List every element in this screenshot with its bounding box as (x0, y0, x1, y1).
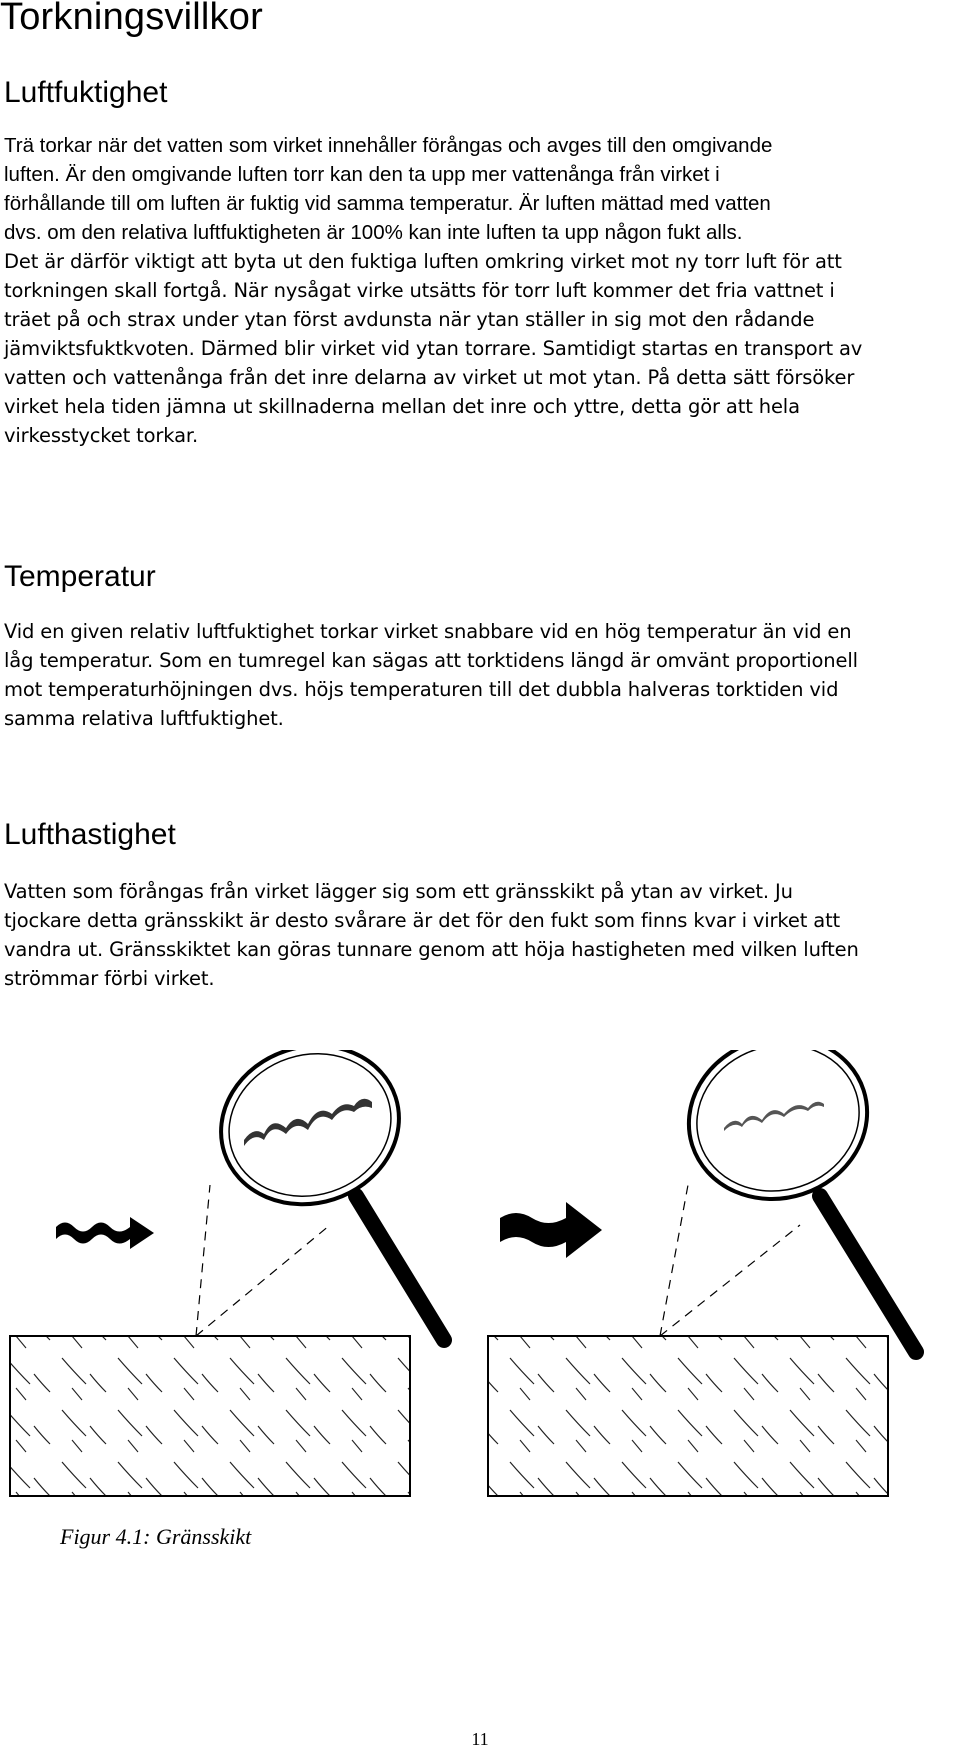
paragraph-luftfuktighet-1 (4, 131, 956, 247)
text-line: Trä torkar när det vatten som virket innehåller förångas och avges till den omgivande (4, 134, 773, 157)
heading-temperatur: Temperatur (4, 560, 156, 593)
heading-luftfuktighet: Luftfuktighet (4, 76, 168, 109)
text-line: vatten och vattenånga från det inre delarna av virket ut mot ytan. På detta sätt försöker (4, 366, 855, 389)
panel-thin-arrow (10, 1050, 444, 1496)
text-line: strömmar förbi virket. (4, 967, 215, 990)
boundary-layer-figure (0, 1050, 960, 1520)
text-line: dvs. om den relativa luftfuktigheten är 100% kan inte luften ta upp någon fukt alls. (4, 221, 743, 244)
panel-thick-arrow (488, 1050, 916, 1496)
air-flow-arrow-icon (500, 1202, 602, 1258)
page-number: 11 (471, 1729, 489, 1749)
text-line: samma relativa luftfuktighet. (4, 707, 284, 730)
text-line: förhållande till om luften är fuktig vid samma temperatur. Är luften mättad med vatten (4, 192, 771, 215)
wood-block (10, 1336, 410, 1496)
text-line: mot temperaturhöjningen dvs. höjs temperaturen till det dubbla halveras torktiden vid (4, 678, 839, 701)
text-line: låg temperatur. Som en tumregel kan sägas att torktidens längd är omvänt proportionell (4, 649, 858, 672)
projection-lines (660, 1185, 800, 1336)
magnifier-handle (356, 1196, 444, 1340)
paragraph-lufthastighet (4, 877, 956, 993)
text-line: torkningen skall fortgå. När nysågat virke utsätts för torr luft kommer det fria vattnet i (4, 279, 835, 302)
text-line: virkesstycket torkar. (4, 424, 199, 447)
text-line: träet på och strax under ytan först avdunsta när ytan ställer in sig mot den rådande (4, 308, 815, 331)
text-line: Vatten som förångas från virket lägger sig som ett gränsskikt på ytan av virket. Ju (4, 880, 793, 903)
paragraph-luftfuktighet-2 (4, 247, 956, 450)
text-line: jämviktsfuktkvoten. Därmed blir virket vid ytan torrare. Samtidigt startas en transport av (4, 337, 863, 360)
text-line: tjockare detta gränsskikt är desto svårare är det för den fukt som finns kvar i virket att (4, 909, 841, 932)
page-title: Torkningsvillkor (0, 0, 263, 38)
magnifier-lens (200, 1050, 419, 1227)
text-line: luften. Är den omgivande luften torr kan den ta upp mer vattenånga från virket i (4, 163, 720, 186)
wood-block (488, 1336, 888, 1496)
text-line: vandra ut. Gränsskiktet kan göras tunnare genom att höja hastigheten med vilken luften (4, 938, 859, 961)
heading-lufthastighet: Lufthastighet (4, 818, 176, 851)
paragraph-temperatur (4, 617, 956, 733)
text-line: virket hela tiden jämna ut skillnaderna mellan det inre och yttre, detta gör att hela (4, 395, 800, 418)
figure-caption: Figur 4.1: Gränsskikt (60, 1524, 252, 1549)
text-line: Vid en given relativ luftfuktighet torkar virket snabbare vid en hög temperatur än vid en (4, 620, 852, 643)
magnifier-handle (820, 1196, 916, 1352)
air-flow-arrow-icon (56, 1217, 154, 1249)
text-line: Det är därför viktigt att byta ut den fuktiga luften omkring virket mot ny torr luft för att (4, 250, 842, 273)
projection-lines (196, 1185, 330, 1336)
